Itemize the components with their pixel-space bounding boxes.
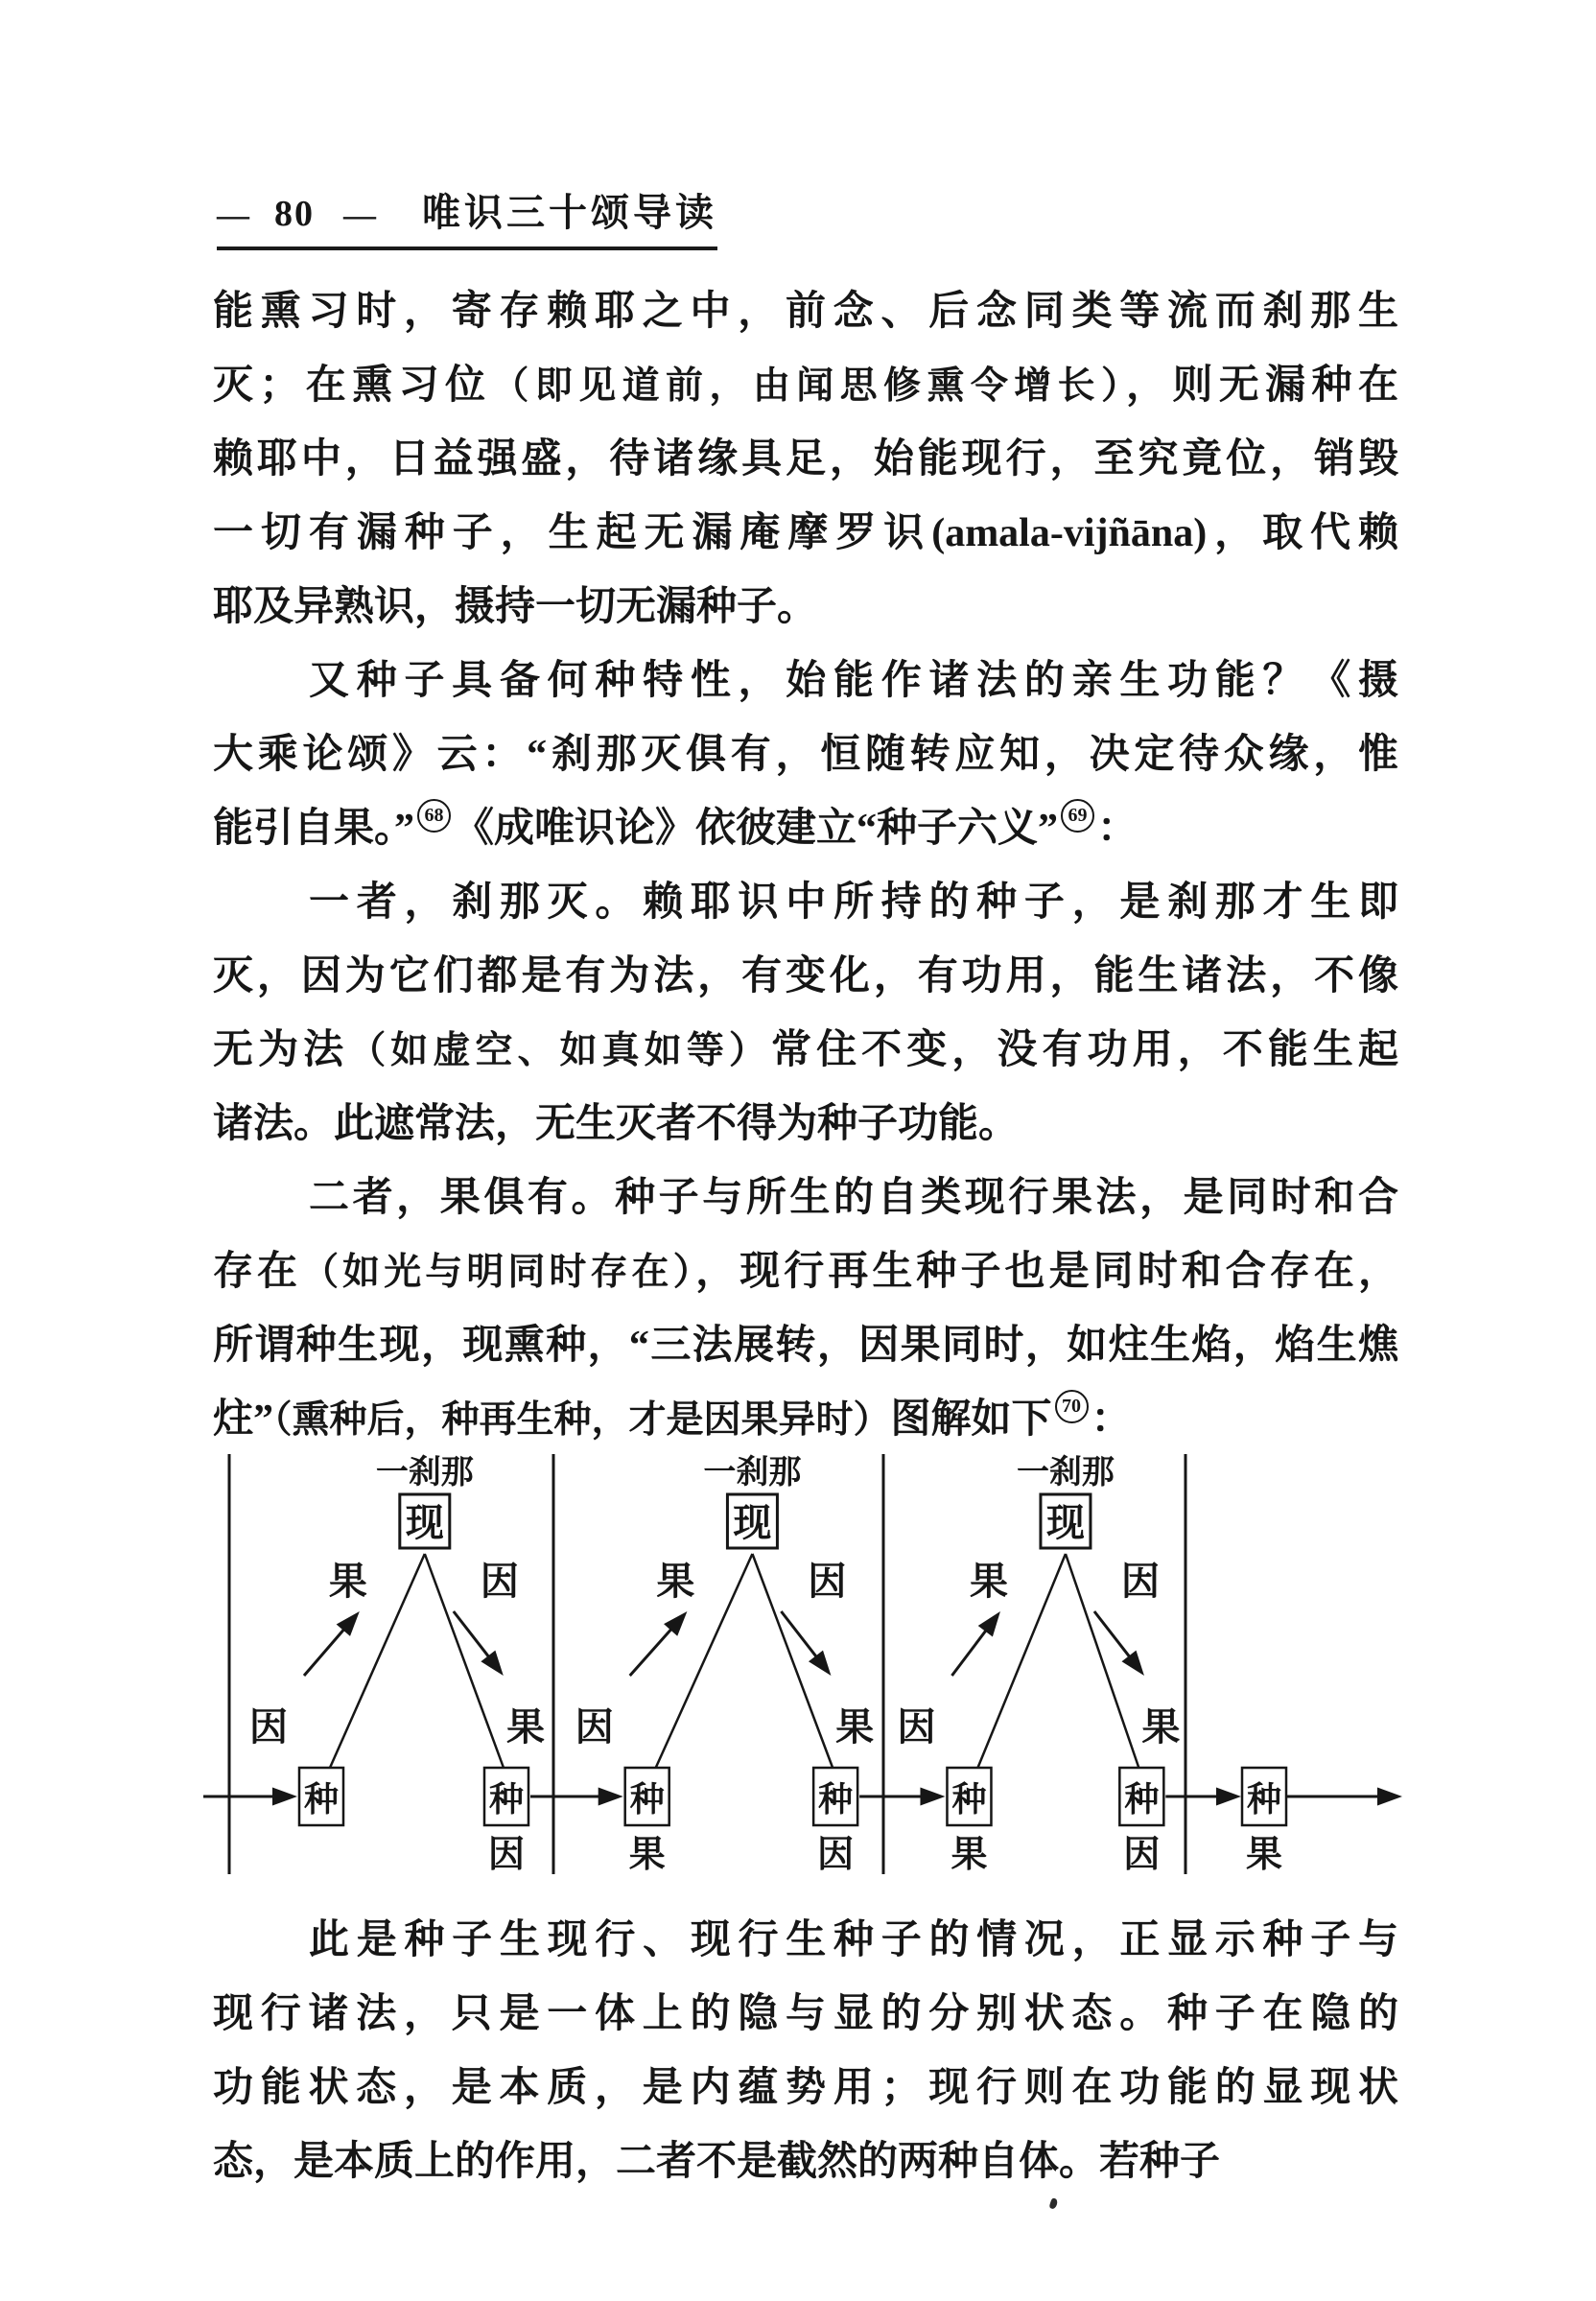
effect-label-upper-left: 果 bbox=[656, 1560, 695, 1603]
effect-label-lower-right: 果 bbox=[505, 1705, 545, 1749]
text-segment-small: （即见道前，由闻思修熏令增长） bbox=[491, 365, 1126, 407]
seed-label: 种 bbox=[818, 1780, 854, 1819]
footnote-ref: 68 bbox=[417, 799, 451, 833]
text-segment: 一者，刹那灭。赖耶识中所持的种子，是刹那才生即 bbox=[309, 880, 1398, 925]
text-segment: 存在 bbox=[213, 1250, 302, 1294]
arrowhead bbox=[978, 1611, 1000, 1636]
body-text-lower bbox=[213, 1904, 1398, 2199]
text-segment: 图解如下 bbox=[890, 1397, 1052, 1442]
effect-label-lower-right: 果 bbox=[1141, 1705, 1181, 1749]
text-line bbox=[213, 1162, 1398, 1235]
seed-under-label: 果 bbox=[1245, 1835, 1283, 1875]
text-segment: 无为法 bbox=[213, 1028, 349, 1072]
arrowhead bbox=[1377, 1788, 1402, 1806]
text-segment: 一切有漏种子，生起无漏庵摩罗识(amala-vijñāna)，取代赖 bbox=[213, 511, 1398, 555]
text-segment: 耶及异熟识，摄持一切无漏种子。 bbox=[213, 585, 818, 629]
book-title: 唯识三十颂导读 bbox=[422, 191, 717, 234]
text-line bbox=[213, 1309, 1398, 1383]
seed-label: 种 bbox=[1246, 1780, 1282, 1819]
text-line bbox=[213, 792, 1398, 866]
page-number: 80 bbox=[274, 194, 315, 234]
text-segment: ： bbox=[1091, 1397, 1132, 1442]
text-segment: ： bbox=[1097, 807, 1138, 851]
text-segment: 灭；在熏习位 bbox=[213, 364, 492, 408]
effect-label-upper-left: 果 bbox=[328, 1560, 367, 1603]
seed-to-manifestation-arrow bbox=[304, 1625, 348, 1676]
text-segment: 大乘论颂》云：“刹那灭俱有，恒随转应知，决定待众缘，惟 bbox=[213, 733, 1398, 777]
text-line bbox=[213, 645, 1398, 718]
text-segment: 所谓种生现，现熏种，“三法展转，因果同时，如炷生焰，焰生燋 bbox=[213, 1324, 1398, 1368]
text-segment: 《成唯识论》依彼建立“种子六义” bbox=[454, 807, 1059, 851]
header-dash-left: — bbox=[217, 198, 249, 233]
seed-label: 种 bbox=[303, 1780, 339, 1819]
seed-under-label: 因 bbox=[1123, 1835, 1161, 1875]
text-segment-small: （熏种后，种再生种，才是因果异时） bbox=[273, 1399, 891, 1441]
text-segment: ，现行再生种子也是同时和合存在， bbox=[695, 1250, 1398, 1294]
text-segment: 能引自果。” bbox=[213, 807, 415, 851]
header-dash-right: — bbox=[343, 198, 376, 233]
text-line bbox=[213, 2052, 1398, 2125]
text-segment: 现行诸法，只是一体上的隐与显的分别状态。种子在隐的 bbox=[213, 1992, 1398, 2036]
cause-label-upper-right: 因 bbox=[808, 1560, 847, 1603]
seed-manifestation-diagram bbox=[144, 1450, 1487, 1882]
scan-speck bbox=[1048, 2197, 1058, 2210]
manifestation-label: 现 bbox=[1045, 1501, 1085, 1544]
text-line bbox=[213, 1088, 1398, 1162]
text-segment: 此是种子生现行、现行生种子的情况，正显示种子与 bbox=[309, 1918, 1398, 1962]
text-line bbox=[213, 940, 1398, 1014]
cause-label-lower-left: 因 bbox=[897, 1705, 936, 1749]
cause-label-upper-right: 因 bbox=[1120, 1560, 1160, 1603]
arrowhead bbox=[272, 1788, 297, 1806]
text-segment: 灭，因为它们都是有为法，有变化，有功用，能生诸法，不像 bbox=[213, 954, 1398, 998]
page-header bbox=[217, 182, 717, 250]
seed-under-label: 果 bbox=[628, 1835, 666, 1875]
text-line bbox=[213, 2125, 1398, 2199]
text-line bbox=[213, 1978, 1398, 2052]
arrowhead bbox=[1121, 1651, 1143, 1676]
arrowhead bbox=[481, 1651, 503, 1676]
text-segment: 诸法。此遮常法，无生灭者不得为种子功能。 bbox=[213, 1102, 1020, 1146]
cause-label-upper-right: 因 bbox=[480, 1560, 519, 1603]
text-line bbox=[213, 1904, 1398, 1978]
footnote-ref: 69 bbox=[1061, 799, 1094, 833]
text-segment: 态，是本质上的作用，二者不是截然的两种自体。若种子 bbox=[213, 2140, 1221, 2184]
seed-label: 种 bbox=[488, 1780, 524, 1819]
seed-to-manifestation-arrow bbox=[951, 1625, 990, 1676]
text-segment: 功能状态，是本质，是内蕴势用；现行则在功能的显现状 bbox=[213, 2066, 1398, 2110]
kshana-cell bbox=[249, 1454, 545, 1825]
seed-under-label: 因 bbox=[487, 1835, 525, 1875]
text-segment: 能熏习时，寄存赖耶之中，前念、后念同类等流而刹那生 bbox=[213, 290, 1398, 334]
seed-under-label: 因 bbox=[817, 1835, 855, 1875]
manifestation-label: 现 bbox=[405, 1501, 444, 1544]
cause-label-lower-left: 因 bbox=[575, 1705, 614, 1749]
text-line bbox=[213, 349, 1398, 423]
manifestation-to-seed-arrow bbox=[454, 1611, 493, 1662]
text-line bbox=[213, 423, 1398, 497]
moment-label: 一刹那 bbox=[703, 1455, 802, 1491]
seed-to-manifestation-arrow bbox=[630, 1624, 676, 1676]
text-line bbox=[213, 866, 1398, 940]
arrowhead bbox=[920, 1788, 945, 1806]
text-line bbox=[213, 497, 1398, 571]
kshana-cell bbox=[575, 1454, 874, 1825]
text-line bbox=[213, 1235, 1398, 1309]
text-line bbox=[213, 1383, 1398, 1457]
seed-label: 种 bbox=[951, 1780, 987, 1819]
body-text-upper bbox=[213, 275, 1398, 1457]
text-line bbox=[213, 718, 1398, 792]
cause-label-lower-left: 因 bbox=[248, 1705, 288, 1749]
text-segment: 常住不变，没有功用，不能生起 bbox=[771, 1028, 1398, 1072]
seed-label: 种 bbox=[629, 1780, 665, 1819]
text-segment: 赖耶中，日益强盛，待诸缘具足，始能现行，至究竟位，销毁 bbox=[213, 437, 1398, 481]
footnote-ref: 70 bbox=[1055, 1390, 1089, 1423]
manifestation-label: 现 bbox=[733, 1501, 772, 1544]
seed-under-label: 果 bbox=[951, 1835, 988, 1875]
effect-label-upper-left: 果 bbox=[969, 1560, 1008, 1603]
text-segment-small: （如光与明同时存在） bbox=[301, 1252, 696, 1293]
effect-label-lower-right: 果 bbox=[835, 1705, 875, 1749]
moment-label: 一刹那 bbox=[375, 1455, 474, 1491]
text-segment: 炷” bbox=[213, 1397, 274, 1442]
text-line bbox=[213, 571, 1398, 645]
arrowhead bbox=[598, 1788, 623, 1806]
arrowhead bbox=[809, 1651, 831, 1676]
text-segment: 又种子具备何种特性，始能作诸法的亲生功能？《摄 bbox=[309, 659, 1398, 703]
text-segment: 二者，果俱有。种子与所生的自类现行果法，是同时和合 bbox=[309, 1176, 1398, 1220]
manifestation-to-seed-arrow bbox=[781, 1611, 820, 1662]
text-line bbox=[213, 275, 1398, 349]
arrowhead bbox=[1216, 1788, 1241, 1806]
text-segment: ，则无漏种在 bbox=[1125, 364, 1398, 408]
text-line bbox=[213, 1014, 1398, 1088]
text-segment-small: （如虚空、如真如等） bbox=[348, 1030, 771, 1071]
seed-label: 种 bbox=[1124, 1780, 1160, 1819]
kshana-cell bbox=[897, 1454, 1180, 1825]
moment-label: 一刹那 bbox=[1016, 1455, 1115, 1491]
